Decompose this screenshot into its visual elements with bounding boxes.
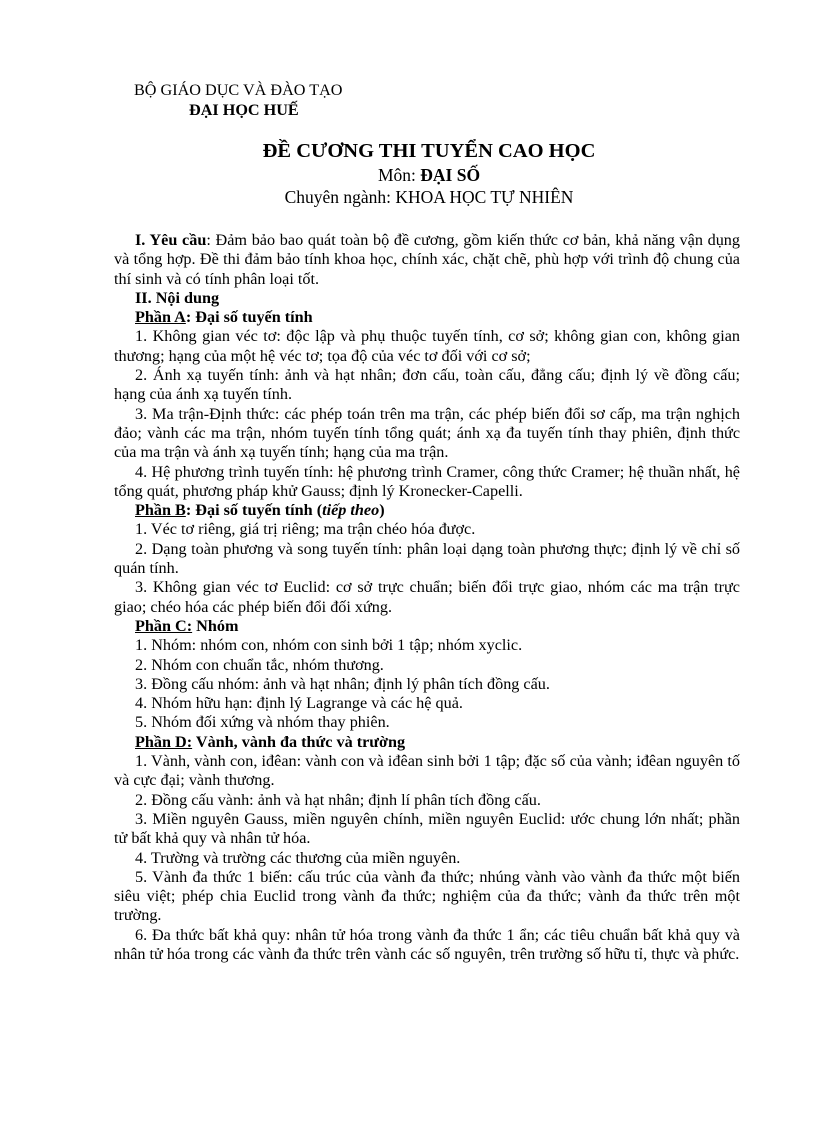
part-d-item: 3. Miền nguyên Gauss, miền nguyên chính, miền nguyên Euclid: ước chung lớn nhất; phần tử bất khả quy và nhân tử hóa. (114, 809, 740, 848)
part-c-title: Nhóm (192, 616, 239, 635)
subject-label: Môn: (377, 165, 421, 185)
part-a-item: 3. Ma trận-Định thức: các phép toán trên ma trận, các phép biến đổi sơ cấp, ma trận nghịch đảo; vành các ma trận, nhóm tuyến tính tổng quát; ánh xạ đa tuyến tính thay phiên, định thức của ma trận và ánh xạ tuyến tính; hạng của ma trận. (114, 404, 740, 462)
part-b-item: 3. Không gian véc tơ Euclid: cơ sở trực chuẩn; biến đổi trực giao, nhóm các ma trận trực giao; chéo hóa các phép biến đổi đối xứng. (114, 578, 740, 616)
document-title: ĐỀ CƯƠNG THI TUYỂN CAO HỌC (262, 140, 596, 162)
part-b-item: 1. Véc tơ riêng, giá trị riêng; ma trận chéo hóa được. (135, 520, 476, 539)
subject-value: ĐẠI SỐ (420, 165, 481, 185)
part-c-item: 2. Nhóm con chuẩn tắc, nhóm thương. (135, 655, 384, 674)
part-b-title: : Đại số tuyến tính ( (185, 501, 323, 520)
document-body (114, 231, 740, 964)
part-c-label: Phần C: (135, 616, 193, 635)
part-b-title-end: ) (379, 501, 385, 520)
part-b-label: Phần B (135, 501, 186, 520)
part-d-label: Phần D: (135, 732, 193, 751)
part-a-heading (114, 308, 740, 327)
part-d-heading (114, 733, 740, 752)
part-d-title: Vành, vành đa thức và trường (192, 732, 406, 751)
subject-line (0, 166, 816, 185)
university-name: ĐẠI HỌC HUẾ (189, 101, 299, 119)
major-line: Chuyên ngành: KHOA HỌC TỰ NHIÊN (284, 187, 574, 207)
content-heading: II. Nội dung (135, 288, 220, 307)
part-d-item: 1. Vành, vành con, iđêan: vành con và iđêan sinh bởi 1 tập; đặc số của vành; iđêan nguyên tố và cực đại; vành thương. (114, 752, 740, 790)
ministry-name: BỘ GIÁO DỤC VÀ ĐÀO TẠO (134, 81, 343, 99)
part-c-item: 5. Nhóm đối xứng và nhóm thay phiên. (135, 713, 390, 732)
part-d-item: 4. Trường và trường các thương của miền nguyên. (135, 848, 461, 867)
part-c-heading (114, 617, 740, 636)
part-d-item: 2. Đồng cấu vành: ảnh và hạt nhân; định lí phân tích đồng cấu. (135, 790, 541, 809)
requirements-text: : Đảm bảo bao quát toàn bộ đề cương, gồm kiến thức cơ bản, khả năng vận dụng và tổng hợp. Đề thi đảm bảo tính khoa học, chính xác, chặt chẽ, phù hợp với trình độ chung của thí sinh và có tính phân loại tốt. (114, 231, 740, 288)
part-a-item: 4. Hệ phương trình tuyến tính: hệ phương trình Cramer, công thức Cramer; hệ thuần nhất, hệ tổng quát, phương pháp khử Gauss; định lý Kronecker-Capelli. (114, 462, 740, 500)
part-a-item: 2. Ánh xạ tuyến tính: ảnh và hạt nhân; đơn cấu, toàn cấu, đẳng cấu; định lý về đồng cấu; hạng của ánh xạ tuyến tính. (114, 366, 740, 404)
requirements-label: I. Yêu cầu (135, 231, 207, 249)
part-b-title-italic: tiếp theo (322, 501, 380, 520)
part-d-item: 5. Vành đa thức 1 biến: cấu trúc của vành đa thức; nhúng vành vào vành đa thức một biến siêu việt; phép chia Euclid trong vành đa thức; nghiệm của đa thức; vành đa thức trên một trường. (114, 867, 740, 925)
part-c-item: 1. Nhóm: nhóm con, nhóm con sinh bởi 1 tập; nhóm xyclic. (135, 636, 523, 655)
part-b-item: 2. Dạng toàn phương và song tuyến tính: phân loại dạng toàn phương thực; định lý về chỉ số quán tính. (114, 539, 740, 578)
part-c-item: 3. Đồng cấu nhóm: ảnh và hạt nhân; định lý phân tích đồng cấu. (135, 674, 550, 693)
requirements-paragraph (114, 231, 740, 289)
part-c-item: 4. Nhóm hữu hạn: định lý Lagrange và các hệ quả. (135, 694, 463, 713)
part-a-item: 1. Không gian véc tơ: độc lập và phụ thuộc tuyến tính, cơ sở; không gian con, không gian thương; hạng của một hệ véc tơ; tọa độ của véc tơ đối với cơ sở; (114, 327, 740, 365)
part-a-title: : Đại số tuyến tính (185, 308, 313, 327)
part-b-heading (114, 501, 740, 520)
part-a-label: Phần A (135, 308, 186, 327)
part-d-item: 6. Đa thức bất khả quy: nhân tử hóa trong vành đa thức 1 ẩn; các tiêu chuẩn bất khả quy và nhân tử hóa trong các vành đa thức trên vành các số nguyên, trên trường số hữu tỉ, thực và phức. (114, 925, 740, 963)
